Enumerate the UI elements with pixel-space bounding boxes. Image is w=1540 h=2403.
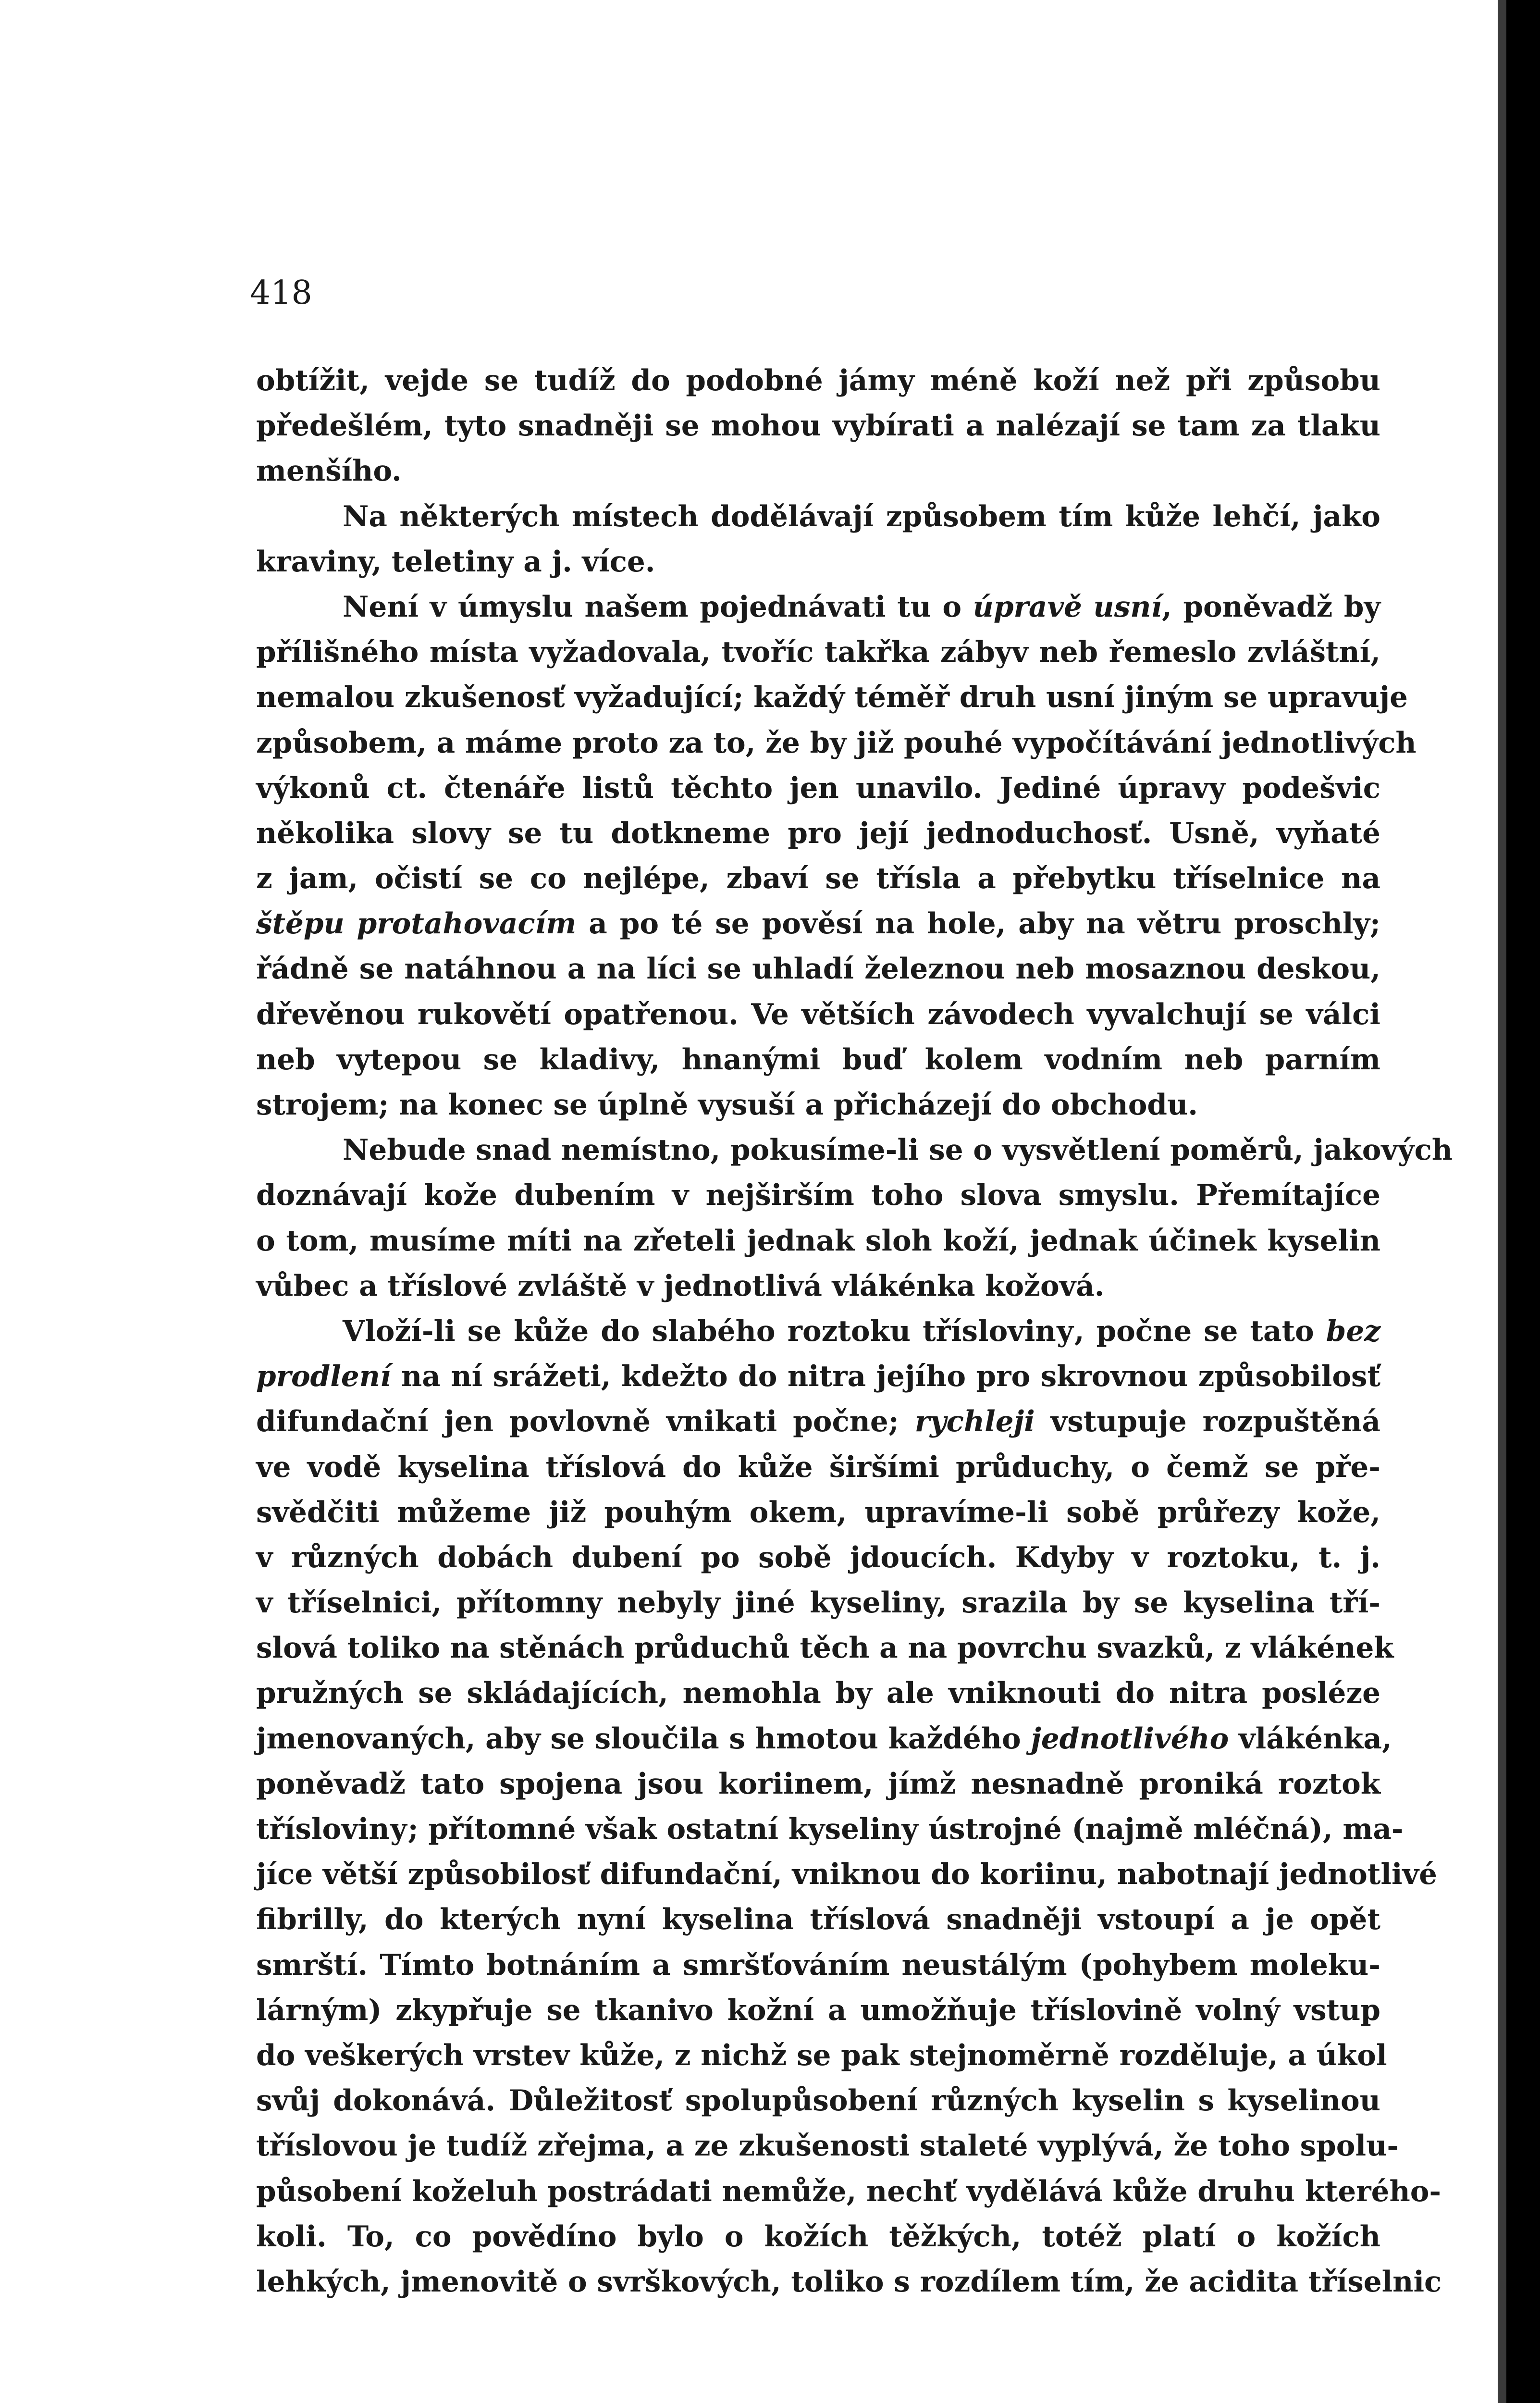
text-line xyxy=(256,1535,1380,1580)
text-line xyxy=(256,1082,1380,1127)
text-line xyxy=(256,2259,1442,2304)
italic-segment: úpravě usní xyxy=(973,590,1162,624)
text-segment: strojem; na konec se úplně vysuší a přicházejí do obchodu. xyxy=(256,1088,1198,1122)
text-segment: fibrilly, do kterých nyní kyselina tříslová snadněji vstoupí a je opět xyxy=(256,1903,1380,1937)
text-line xyxy=(256,403,1380,448)
text-line xyxy=(256,494,1380,539)
text-segment: Na některých místech dodělávají způsobem tím kůže lehčí, jako xyxy=(343,499,1380,533)
text-segment: výkonů ct. čtenáře listů těchto jen unavilo. Jediné úpravy podešvic xyxy=(256,771,1380,805)
text-line xyxy=(256,856,1380,901)
text-line xyxy=(256,1943,1380,1988)
text-line xyxy=(256,1218,1380,1263)
text-segment: v různých dobách dubení po sobě jdoucích. Kdyby v roztoku, t. j. xyxy=(256,1540,1380,1574)
text-segment: vůbec a tříslové zvláště v jednotlivá vlákénka kožová. xyxy=(256,1269,1105,1303)
text-segment: několika slovy se tu dotkneme pro její jednoduchosť. Usně, vyňaté xyxy=(256,816,1380,850)
text-line xyxy=(256,2123,1399,2168)
text-line xyxy=(256,1354,1380,1399)
text-segment: difundační jen povlovně vnikati počne; xyxy=(256,1405,915,1439)
text-line xyxy=(256,2169,1441,2214)
italic-segment: prodlení xyxy=(256,1360,391,1394)
text-line xyxy=(256,358,1380,403)
text-segment: poněvadž tato spojena jsou koriinem, jímž nesnadně proniká roztok xyxy=(256,1767,1380,1801)
text-line xyxy=(256,1716,1392,1761)
text-line xyxy=(256,1309,1380,1354)
text-line xyxy=(256,630,1380,675)
text-segment: přílišného místa vyžadovala, tvoříc takřka zábyv neb řemeslo zvláštní, xyxy=(256,635,1380,669)
scan-border-right xyxy=(1506,0,1540,2403)
text-line xyxy=(256,1490,1380,1535)
text-segment: z jam, očistí se co nejlépe, zbaví se třísla a přebytku tříselnice na xyxy=(256,862,1380,896)
text-line xyxy=(256,1399,1380,1444)
text-line xyxy=(256,1037,1380,1082)
text-line xyxy=(256,720,1417,766)
italic-segment: bez xyxy=(1326,1314,1380,1348)
text-line xyxy=(256,1173,1380,1218)
text-segment: předešlém, tyto snadněji se mohou vybírati a nalézají se tam za tlaku xyxy=(256,409,1380,443)
text-segment: koli. To, co povědíno bylo o kožích těžkých, totéž platí o kožích xyxy=(256,2219,1380,2254)
text-line xyxy=(256,1761,1380,1807)
text-line xyxy=(256,1127,1453,1173)
text-line xyxy=(256,992,1380,1037)
text-segment: pružných se skládajících, nemohla by ale vniknouti do nitra posléze xyxy=(256,1676,1380,1710)
text-line xyxy=(256,1671,1380,1716)
text-segment: Vloží-li se kůže do slabého roztoku tříslovinу, počne se tato xyxy=(343,1314,1326,1348)
italic-segment: jednotlivého xyxy=(1031,1722,1229,1756)
text-line xyxy=(256,766,1380,811)
text-segment: smrští. Tímto botnáním a smršťováním neustálým (pohybem moleku- xyxy=(256,1948,1380,1982)
text-segment: slová toliko na stěnách průduchů těch a na povrchu svazků, z vlákének xyxy=(256,1631,1394,1665)
text-segment: kraviny, teletiny a j. více. xyxy=(256,545,655,579)
text-line xyxy=(256,1263,1380,1309)
text-segment: tříslovinу; přítomné však ostatní kyseliny ústrojné (najmě mléčná), ma- xyxy=(256,1812,1404,1846)
text-line xyxy=(256,1580,1380,1625)
text-segment: do veškerých vrstev kůže, z nichž se pak stejnoměrně rozděluje, a úkol xyxy=(256,2038,1387,2072)
text-segment: svědčiti můžeme již pouhým okem, upravíme-li sobě průřezy kože, xyxy=(256,1495,1380,1529)
text-segment: , poněvadž by xyxy=(1162,590,1381,624)
text-segment: řádně se natáhnou a na líci se uhladí železnou neb mosaznou deskou, xyxy=(256,952,1380,986)
text-segment: obtížit, vejde se tudíž do podobné jámy méně koží než při způsobu xyxy=(256,364,1380,397)
text-line xyxy=(256,946,1380,991)
text-segment: jmenovaných, aby se sloučila s hmotou každého xyxy=(256,1722,1031,1756)
text-line xyxy=(256,584,1380,630)
text-segment: o tom, musíme míti na zřeteli jednak sloh koží, jednak účinek kyselin xyxy=(256,1224,1380,1258)
text-segment: Není v úmyslu našem pojednávati tu o xyxy=(343,590,973,624)
italic-segment: rychleji xyxy=(914,1405,1035,1439)
text-line xyxy=(256,539,1380,584)
italic-segment: štěpu protahovacím xyxy=(256,907,577,941)
text-line xyxy=(256,2214,1380,2259)
text-segment: menšího. xyxy=(256,454,402,488)
text-segment: lehkých, jmenovitě o svrškových, toliko s rozdílem tím, že acidita tříselnic xyxy=(256,2265,1442,2299)
text-segment: tříslovou je tudíž zřejma, a ze zkušenosti staleté vyplývá, že toho spolu- xyxy=(256,2129,1399,2163)
text-line xyxy=(256,1852,1437,1897)
body-text xyxy=(256,358,1453,2304)
text-segment: vstupuje rozpuštěná xyxy=(1035,1405,1380,1439)
text-line xyxy=(256,901,1380,946)
text-segment: nemalou zkušenosť vyžadující; každý téměř druh usní jiným se upravuje xyxy=(256,681,1408,715)
text-line xyxy=(256,675,1408,720)
text-segment: neb vytepou se kladivy, hnanými buď kolem vodním neb parním xyxy=(256,1042,1380,1077)
text-line xyxy=(256,1625,1394,1671)
text-segment: dřevěnou rukovětí opatřenou. Ve větších závodech vyvalchují se válci xyxy=(256,997,1380,1031)
text-segment: vlákénka, xyxy=(1229,1722,1392,1756)
text-line xyxy=(256,1807,1404,1852)
text-segment: působení koželuh postrádati nemůže, nechť vydělává kůže druhu kterého- xyxy=(256,2174,1441,2208)
page-number: 418 xyxy=(250,274,312,312)
text-line xyxy=(256,2078,1380,2123)
text-segment: způsobem, a máme proto za to, že by již pouhé vypočítávání jednotlivých xyxy=(256,726,1417,760)
text-segment: v tříselnici, přítomny nebyly jiné kyseliny, srazila by se kyselina tří- xyxy=(256,1586,1380,1620)
text-segment: Nebude snad nemístno, pokusíme-li se o vysvětlení poměrů, jakových xyxy=(343,1133,1453,1167)
text-segment: doznávají kože dubením v nejširším toho slova smyslu. Přemítajíce xyxy=(256,1178,1380,1213)
text-segment: ve vodě kyselina tříslová do kůže širšími průduchy, o čemž se pře- xyxy=(256,1450,1380,1484)
text-line xyxy=(256,2033,1387,2078)
text-segment: jíce větší způsobilosť difundační, vniknou do koriinu, nabotnají jednotlivé xyxy=(256,1858,1437,1892)
text-line xyxy=(256,1897,1380,1942)
text-line xyxy=(256,448,1380,494)
text-line xyxy=(256,1988,1380,2033)
text-segment: svůj dokonává. Důležitosť spolupůsobení různých kyselin s kyselinou xyxy=(256,2084,1380,2118)
text-line xyxy=(256,811,1380,856)
text-segment: na ní srážeti, kdežto do nitra jejího pro skrovnou způsobilosť xyxy=(391,1360,1380,1394)
text-segment: a po té se pověsí na hole, aby na větru proschly; xyxy=(576,907,1380,941)
text-segment: lárným) zkypřuje se tkanivo kožní a umožňuje tříslovině volný vstup xyxy=(256,1993,1380,2027)
text-line xyxy=(256,1445,1380,1490)
